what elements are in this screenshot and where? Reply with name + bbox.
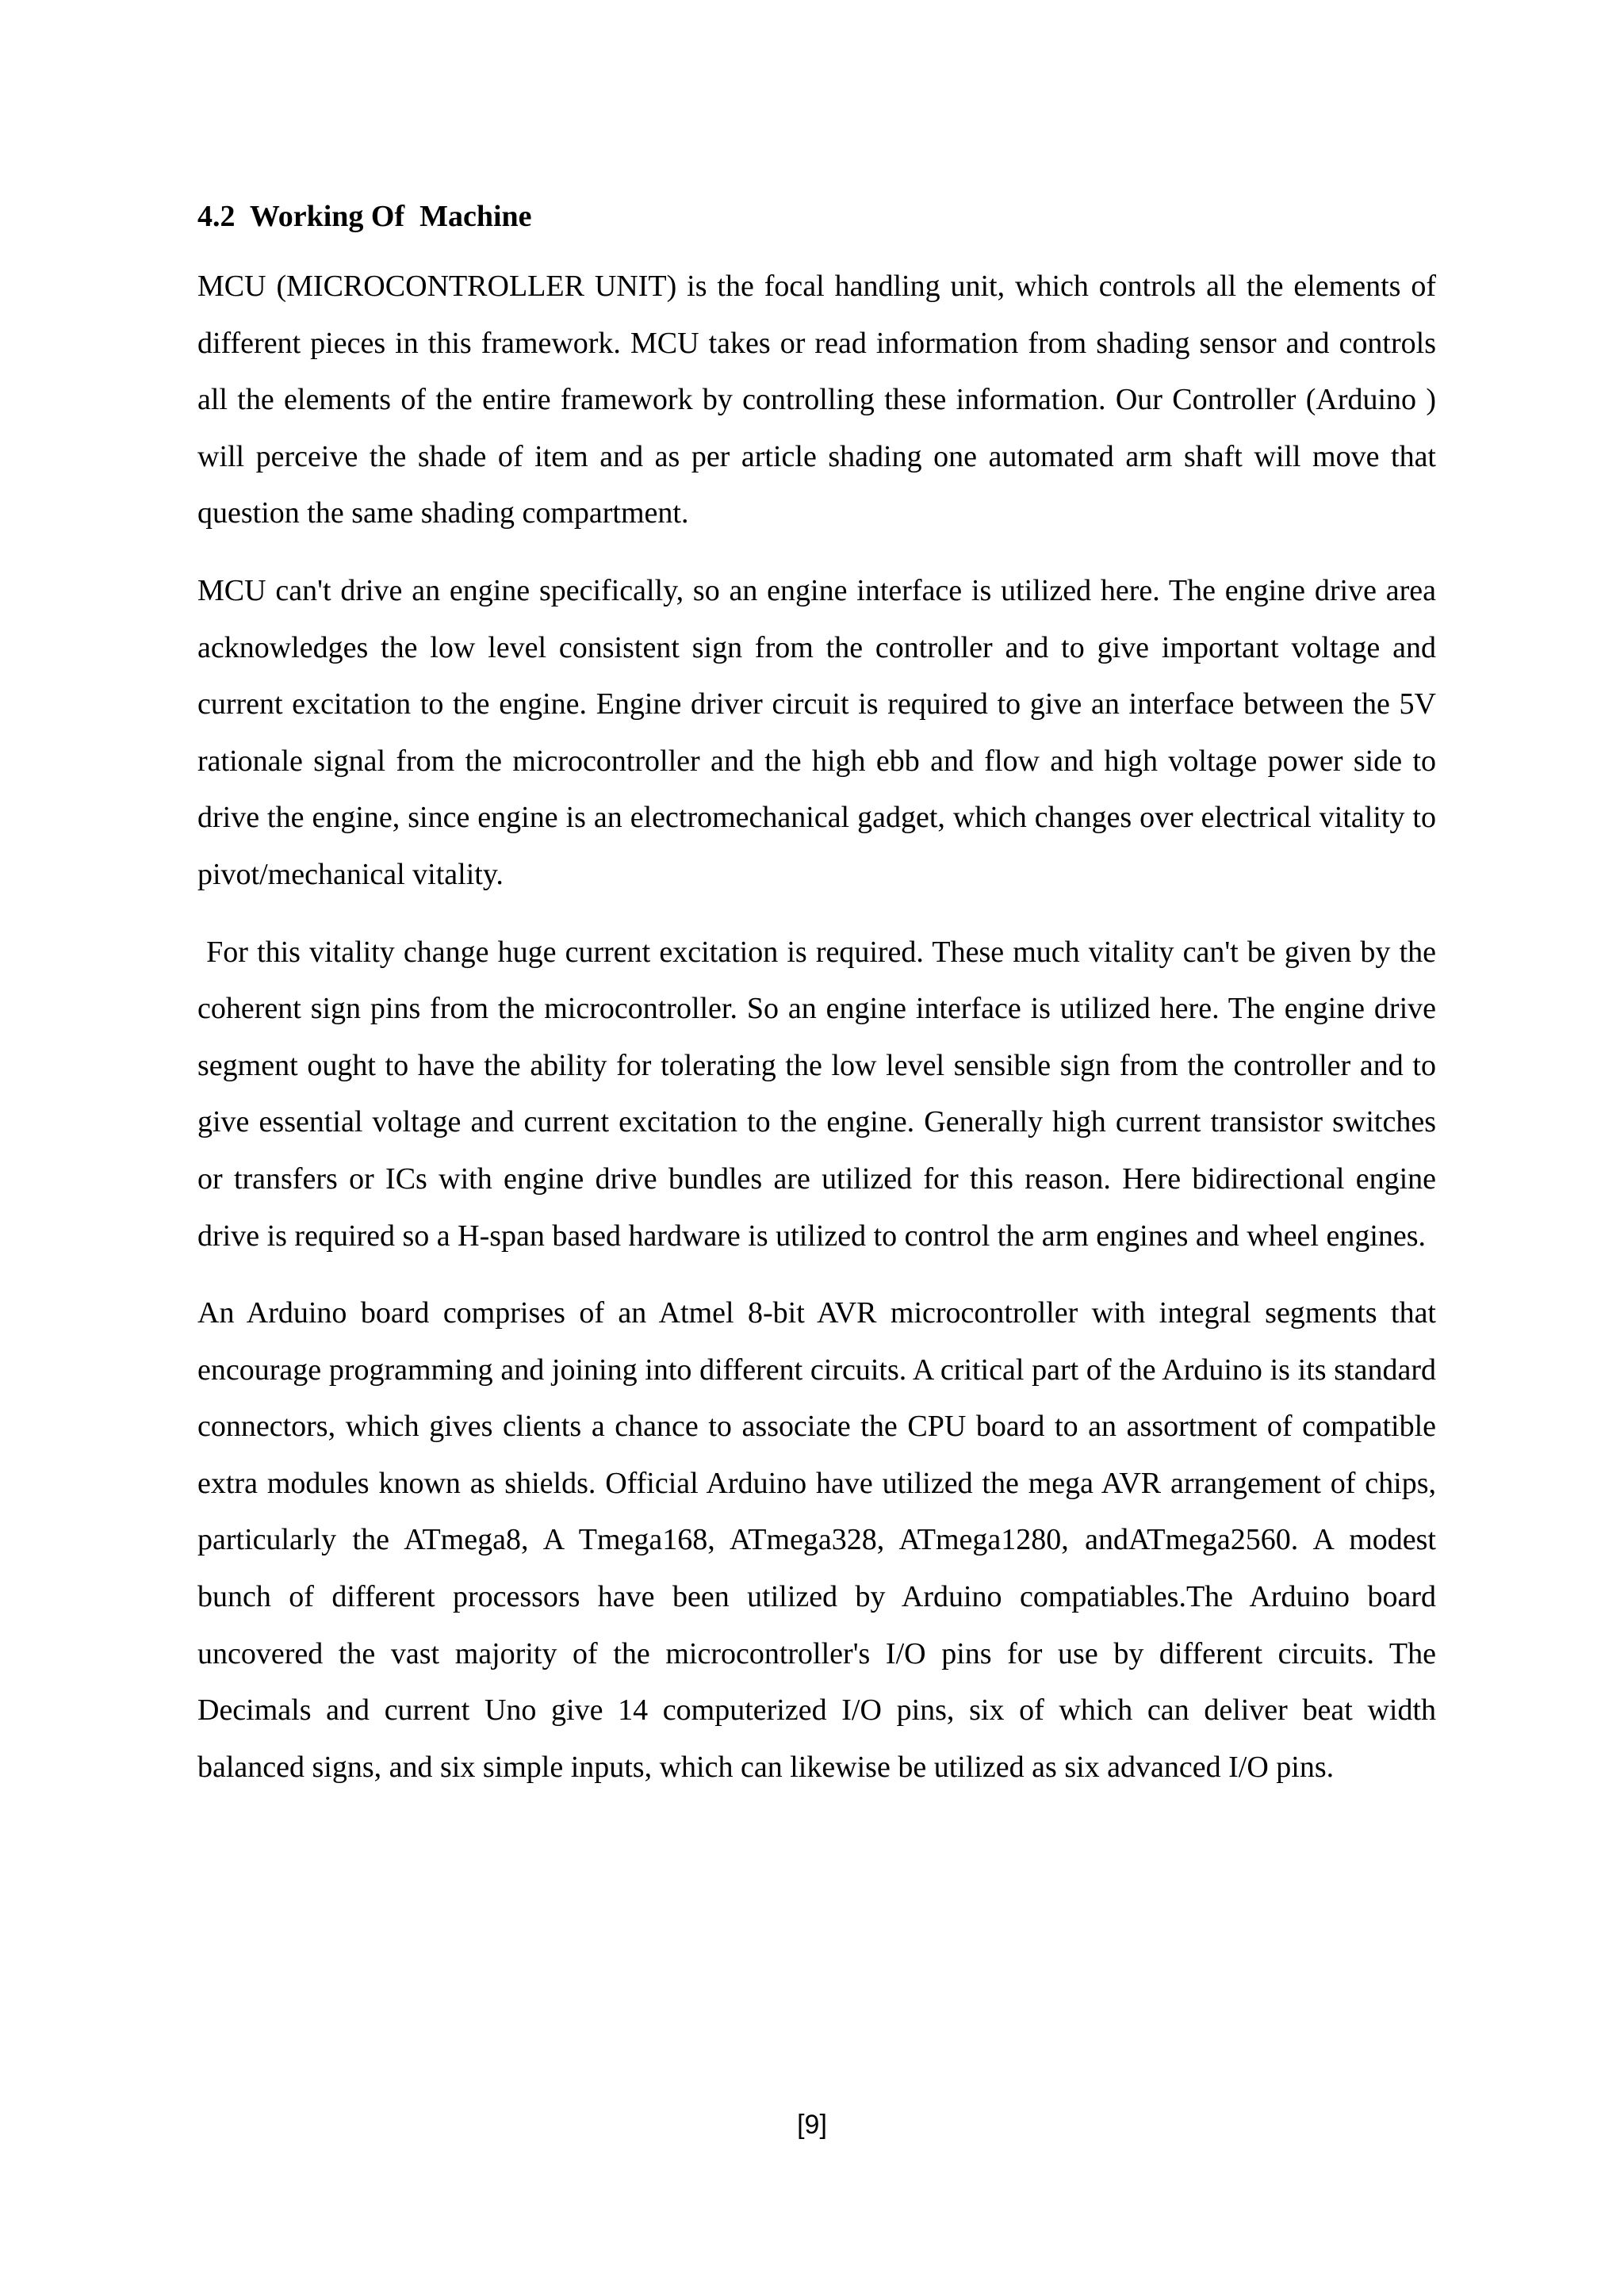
section-heading: 4.2 Working Of Machine <box>197 200 532 233</box>
page-number: [9] <box>797 2110 827 2140</box>
paragraph-engine-interface: MCU can't drive an engine specifically, so an engine interface is utilized here. The engine drive area acknowledges the low level consistent sign from the controller and to give important voltage and current excitation to the engine. Engine driver circuit is required to give an interface between the 5V rationale signal from the microcontroller and the high ebb and flow and high voltage power side to drive the engine, since engine is an electromechanical gadget, which changes over electrical vitality to pivot/mechanical vitality. <box>197 573 1444 891</box>
paragraph-engine-drive: For this vitality change huge current excitation is required. These much vitality can't be given by the coherent sign pins from the microcontroller. So an engine interface is utilized here. The engine drive segment ought to have the ability for tolerating the low level sensible sign from the controller and to give essential voltage and current excitation to the engine. Generally high current transistor switches or transfers or ICs with engine drive bundles are utilized for this reason. Here bidirectional engine drive is required so a H-span based hardware is utilized to control the arm engines and wheel engines. <box>197 935 1444 1253</box>
paragraph-mcu-overview: MCU (MICROCONTROLLER UNIT) is the focal handling unit, which controls all the elements of different pieces in this framework. MCU takes or read information from shading sensor and controls all the elements of the entire framework by controlling these information. Our Controller (Arduino ) will perceive the shade of item and as per article shading one automated arm shaft will move that question the same shading compartment. <box>197 270 1444 530</box>
paragraph-arduino-board: An Arduino board comprises of an Atmel 8-bit AVR microcontroller with integral segments that encourage programming and joining into different circuits. A critical part of the Arduino is its standard connectors, which gives clients a chance to associate the CPU board to an assortment of compatible extra modules known as shields. Official Arduino have utilized the mega AVR arrangement of chips, particularly the ATmega8, A Tmega168, ATmega328, ATmega1280, andATmega2560. A modest bunch of different processors have been utilized by Arduino compatiables.The Arduino board uncovered the vast majority of the microcontroller's I/O pins for use by different circuits. The Decimals and current Uno give 14 computerized I/O pins, six of which can deliver beat width balanced signs, and six simple inputs, which can likewise be utilized as six advanced I/O pins. <box>197 1296 1444 1784</box>
page-content <box>197 192 1444 1816</box>
